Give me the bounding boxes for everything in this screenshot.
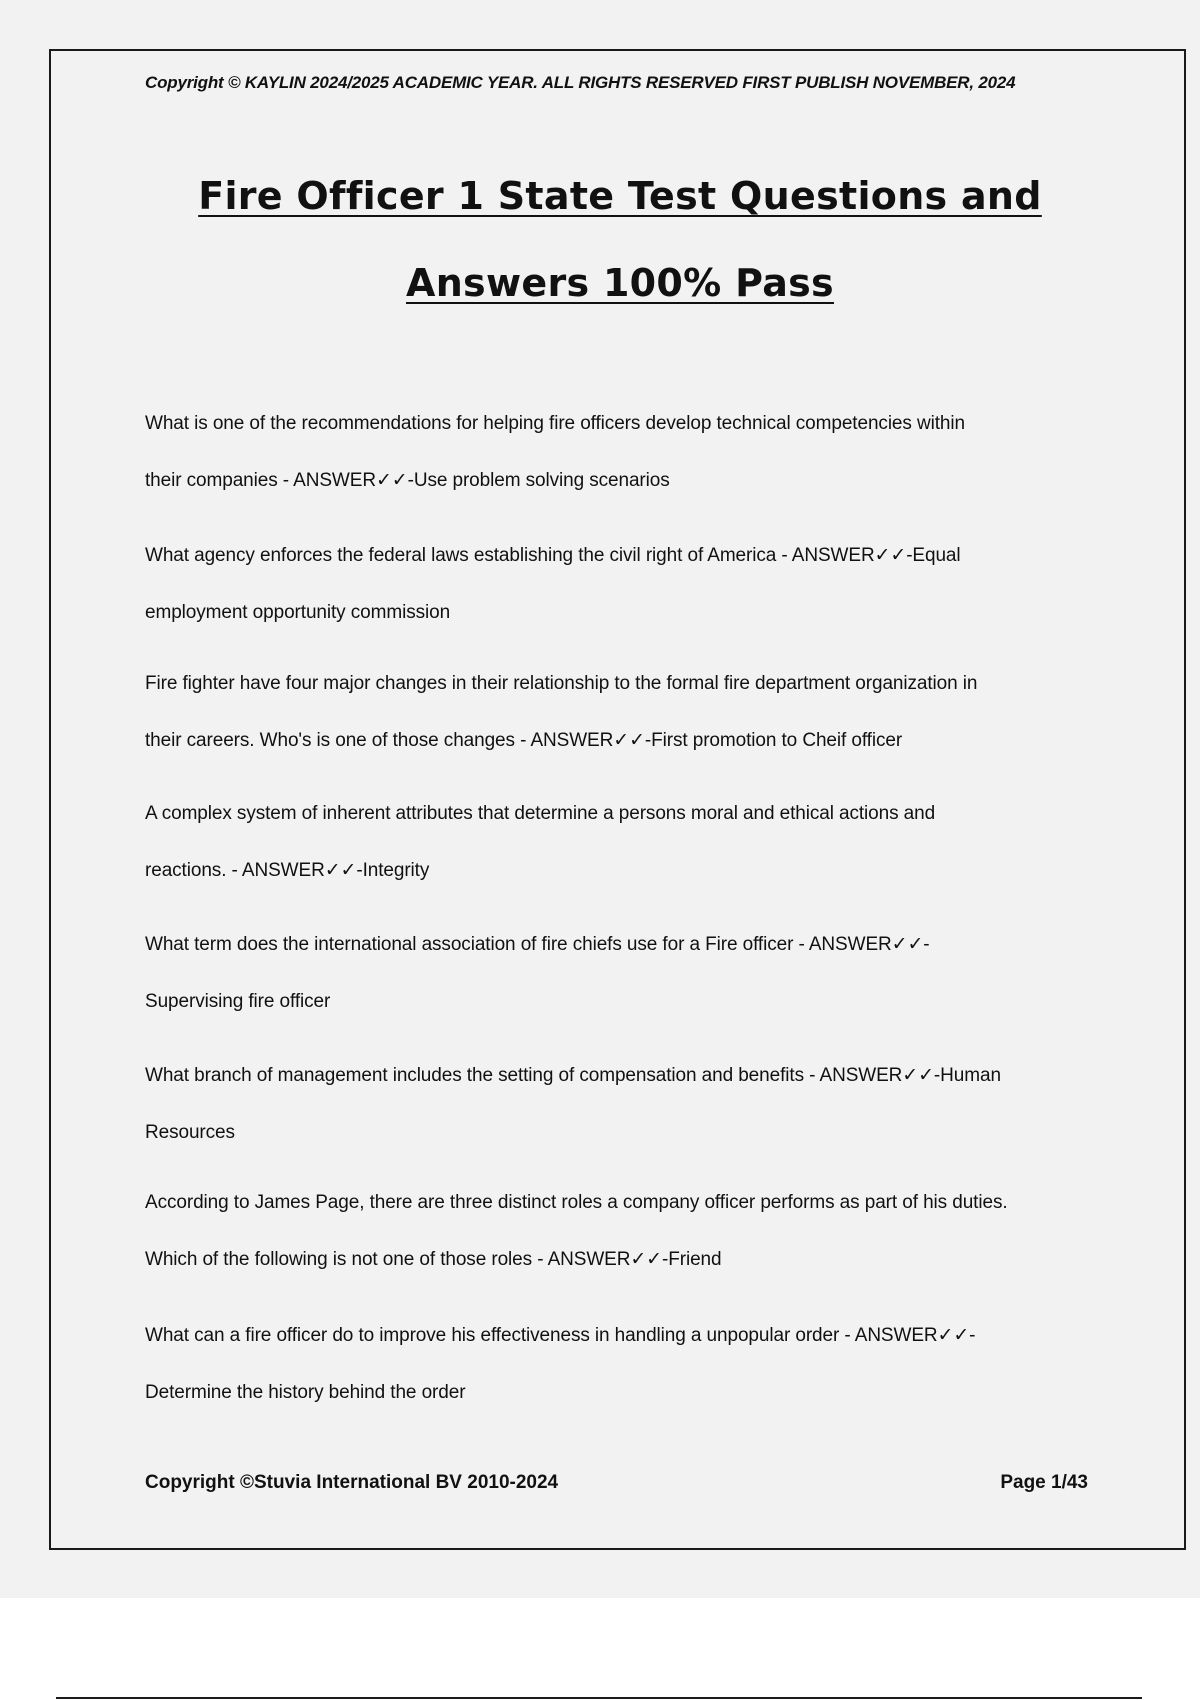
question-text: Fire fighter have four major changes in their relationship to the formal fire department organization in (145, 673, 978, 694)
next-page-divider (56, 1697, 1142, 1699)
qa-item (145, 655, 1095, 769)
qa-item (145, 916, 1095, 1030)
question-text: A complex system of inherent attributes that determine a persons moral and ethical actions and (145, 803, 936, 824)
document-title-line-2 (145, 261, 1095, 305)
question-text: According to James Page, there are three distinct roles a company officer performs as part of his duties. (145, 1192, 1008, 1213)
question-text: What can a fire officer do to improve his effectiveness in handling a unpopular order - ANSWER✓✓- (145, 1325, 976, 1346)
answer-text: employment opportunity commission (145, 602, 451, 623)
answer-text: Determine the history behind the order (145, 1382, 466, 1403)
page-number: Page 1/43 (1000, 1472, 1088, 1493)
question-text: What term does the international association of fire chiefs use for a Fire officer - ANSWER✓✓- (145, 934, 930, 955)
question-text: What agency enforces the federal laws establishing the civil right of America - ANSWER✓✓-Equal (145, 545, 961, 566)
qa-item (145, 785, 1095, 899)
answer-text: their companies - ANSWER✓✓-Use problem solving scenarios (145, 470, 670, 491)
document-title-text-1: Fire Officer 1 State Test Questions and (198, 174, 1042, 218)
document-title-text-2: Answers 100% Pass (406, 261, 834, 305)
answer-text: Resources (145, 1122, 235, 1143)
header-copyright: Copyright © KAYLIN 2024/2025 ACADEMIC YEAR. ALL RIGHTS RESERVED FIRST PUBLISH NOVEMBER, 2024 (145, 73, 1016, 92)
answer-text: their careers. Who's is one of those changes - ANSWER✓✓-First promotion to Cheif officer (145, 730, 903, 751)
qa-item (145, 527, 1095, 641)
qa-item (145, 395, 1095, 509)
qa-item (145, 1174, 1095, 1288)
question-text: What branch of management includes the setting of compensation and benefits - ANSWER✓✓-Human (145, 1065, 1001, 1086)
qa-item (145, 1047, 1095, 1161)
answer-text: Which of the following is not one of those roles - ANSWER✓✓-Friend (145, 1249, 722, 1270)
footer-copyright: Copyright ©Stuvia International BV 2010-2024 (145, 1472, 559, 1493)
qa-item (145, 1307, 1095, 1421)
answer-text: Supervising fire officer (145, 991, 331, 1012)
question-text: What is one of the recommendations for helping fire officers develop technical competencies within (145, 413, 965, 434)
answer-text: reactions. - ANSWER✓✓-Integrity (145, 860, 430, 881)
document-title-line-1 (145, 174, 1095, 218)
